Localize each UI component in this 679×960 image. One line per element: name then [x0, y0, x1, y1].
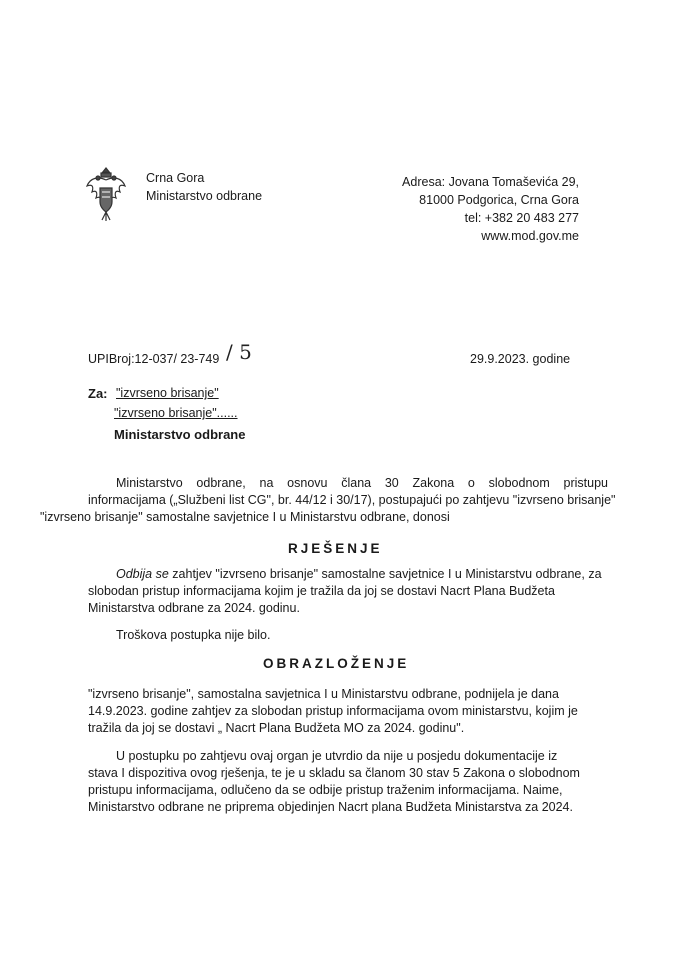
reasoning-p2-line-2: stava I dispozitiva ovog rješenja, te je u skladu sa članom 30 stav 5 Zakona o slobodnom	[88, 766, 580, 780]
costs-statement: Troškova postupka nije bilo.	[116, 628, 271, 642]
recipient-ministry: Ministarstvo odbrane	[114, 427, 246, 442]
decision-heading: RJEŠENJE	[288, 541, 383, 556]
decision-lead: Odbija se	[116, 567, 169, 581]
ministry-name: Ministarstvo odbrane	[146, 189, 263, 203]
intro-line-2: informacijama („Službeni list CG", br. 44/12 i 30/17), postupajući po zahtjevu "izvrseno brisanje"	[88, 493, 616, 507]
recipient-line-2: "izvrseno brisanje"......	[114, 406, 238, 420]
reasoning-p2-line-1: U postupku po zahtjevu ovaj organ je utvrdio da nije u posjedu dokumentacije iz	[116, 749, 558, 763]
reasoning-p2-line-4: Ministarstvo odbrane ne priprema objedinjen Nacrt plana Budžeta Ministarstva za 2024.	[88, 800, 573, 814]
reasoning-p1-line-3: tražila da joj se dostavi „ Nacrt Plana Budžeta MO za 2024. godinu".	[88, 721, 465, 735]
decision-line-3: Ministarstva odbrane za 2024. godinu.	[88, 601, 300, 615]
decision-line-1-text: zahtjev "izvrseno brisanje" samostalne savjetnice I u Ministarstvu odbrane, za	[172, 567, 602, 581]
reasoning-p1-line-2: 14.9.2023. godine zahtjev za slobodan pristup informacijama ovom ministarstvu, kojim je	[88, 704, 578, 718]
recipient-line-1: "izvrseno brisanje"	[116, 386, 219, 400]
decision-line-2: slobodan pristup informacijama kojim je tražila da joj se dostavi Nacrt Plana Budžeta	[88, 584, 555, 598]
recipient-label: Za:	[88, 386, 108, 401]
intro-line-1: Ministarstvo odbrane, na osnovu člana 30 Zakona o slobodnom pristupu	[116, 476, 608, 490]
reference-number: UPIBroj:12-037/ 23-749	[88, 352, 220, 366]
handwritten-suffix: / 5	[226, 340, 252, 364]
intro-line-3: "izvrseno brisanje" samostalne savjetnice I u Ministarstvu odbrane, donosi	[40, 510, 450, 524]
country-name: Crna Gora	[146, 171, 205, 185]
reasoning-p1-line-1: "izvrseno brisanje", samostalna savjetnica I u Ministarstvu odbrane, podnijela je dana	[88, 687, 559, 701]
coat-of-arms-icon	[84, 164, 128, 224]
decision-line-1	[116, 566, 602, 583]
website-link: www.mod.gov.me	[481, 229, 579, 243]
document-date: 29.9.2023. godine	[470, 352, 571, 366]
address-line-2: 81000 Podgorica, Crna Gora	[419, 193, 579, 207]
phone-number: tel: +382 20 483 277	[464, 211, 579, 225]
reasoning-p2-line-3: pristupu informacijama, odlučeno da se odbije pristup traženim informacijama. Naime,	[88, 783, 563, 797]
address-line-1: Adresa: Jovana Tomaševića 29,	[402, 175, 579, 189]
reasoning-heading: OBRAZLOŽENJE	[263, 656, 410, 671]
